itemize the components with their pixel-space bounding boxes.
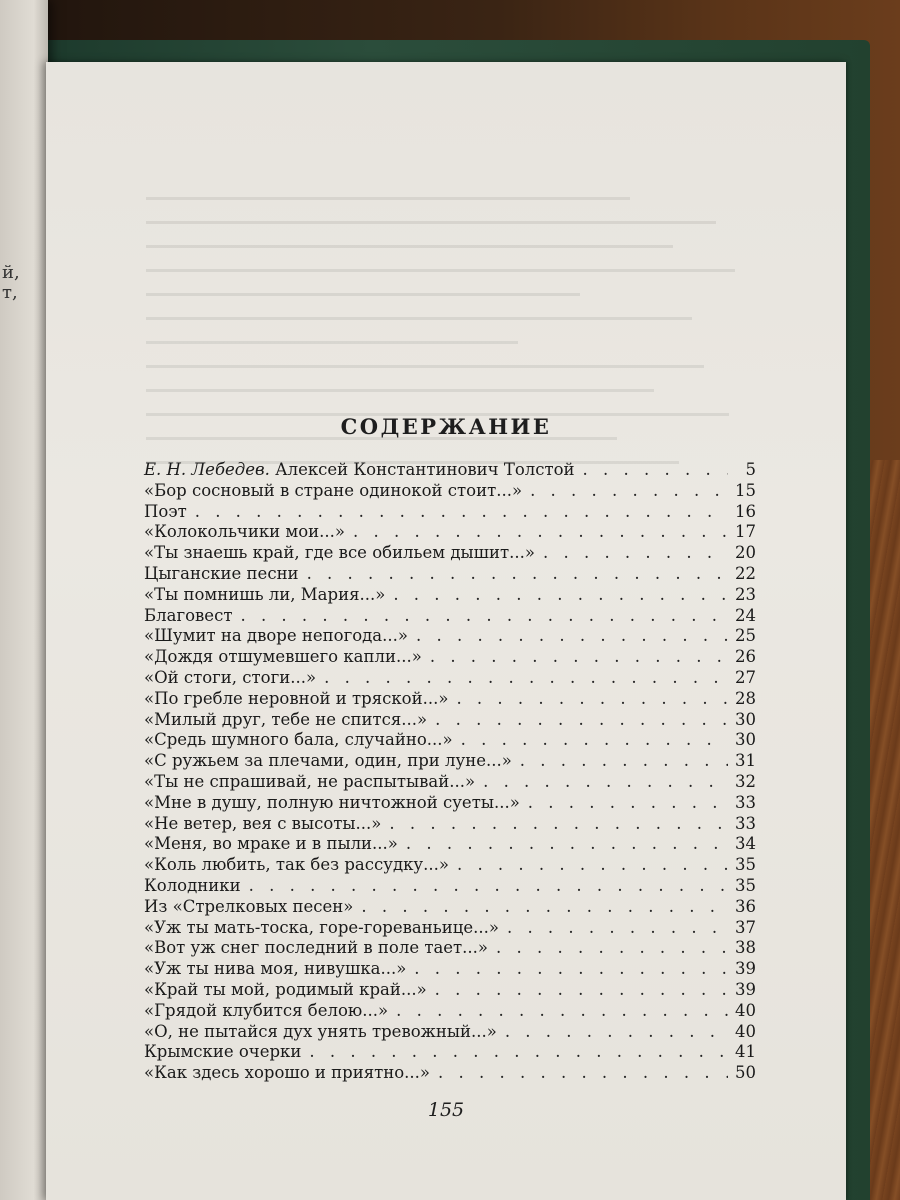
toc-entry-title — [144, 730, 453, 751]
toc-entry-page: 20 — [735, 543, 756, 563]
page-number: 155 — [427, 1099, 465, 1121]
toc-entry-title-text: «Колокольчики мои...» — [144, 522, 345, 542]
toc-entry-title — [144, 1063, 430, 1084]
toc-entry-title — [144, 564, 299, 585]
toc-entry-page: 22 — [735, 563, 756, 583]
toc-entry-title-text: Крымские очерки — [144, 1042, 302, 1062]
toc-entry — [144, 897, 756, 918]
toc-dot-leader — [499, 918, 728, 939]
toc-entry-title — [144, 897, 353, 918]
toc-entry-title-text: «Шумит на дворе непогода...» — [144, 626, 408, 646]
toc-entry-title-text: «По гребле неровной и тряской...» — [144, 688, 449, 708]
toc-entry — [144, 1063, 756, 1084]
toc-entry — [144, 751, 756, 772]
toc-entry — [144, 668, 756, 689]
toc-entry-title-text: «Меня, во мраке и в пыли...» — [144, 834, 398, 854]
toc-entry — [144, 460, 756, 481]
toc-entry — [144, 564, 756, 585]
previous-page-edge — [0, 0, 48, 1200]
toc-entry — [144, 814, 756, 835]
page-fragment-text: т, — [2, 282, 18, 303]
toc-entry-page: 40 — [735, 1021, 756, 1041]
toc-entry — [144, 1001, 756, 1022]
toc-entry-page: 35 — [735, 875, 756, 895]
toc-entry — [144, 772, 756, 793]
book-page — [46, 62, 846, 1200]
toc-entry-title-text: «Бор сосновый в стране одинокой стоит...» — [144, 480, 523, 500]
toc-entry-page: 50 — [735, 1063, 756, 1083]
toc-dot-leader — [388, 1001, 728, 1022]
toc-entry-title-text: «Дождя отшумевшего капли...» — [144, 647, 422, 667]
toc-entry-page: 25 — [735, 626, 756, 646]
toc-entry — [144, 585, 756, 606]
toc-entry-title — [144, 876, 241, 897]
toc-dot-leader — [453, 730, 728, 751]
toc-entry-page: 17 — [735, 522, 756, 542]
toc-entry-title — [144, 1022, 497, 1043]
contents-title: СОДЕРЖАНИЕ — [340, 414, 552, 439]
toc-dot-leader — [381, 814, 728, 835]
toc-dot-leader — [497, 1022, 728, 1043]
toc-entry-page: 32 — [735, 771, 756, 791]
toc-entry-title — [144, 502, 187, 523]
toc-entry-title-text: Цыганские песни — [144, 563, 299, 583]
toc-entry-title-text: «Ты знаешь край, где все обильем дышит...» — [144, 543, 535, 563]
toc-entry-title-text: «Ты помнишь ли, Мария...» — [144, 584, 386, 604]
toc-entry-title — [144, 793, 520, 814]
toc-entry-title-text: «Вот уж снег последний в поле тает...» — [144, 938, 489, 958]
toc-entry-title — [144, 710, 427, 731]
page-fragment-text: й, — [2, 262, 20, 283]
toc-dot-leader — [299, 564, 728, 585]
toc-entry-title-text: «Мне в душу, полную ничтожной суеты...» — [144, 792, 520, 812]
toc-entry-title — [144, 918, 499, 939]
toc-entry-page: 36 — [735, 896, 756, 916]
toc-entry — [144, 834, 756, 855]
toc-entry-title-text: Колодники — [144, 875, 241, 895]
toc-dot-leader — [241, 876, 728, 897]
toc-entry-title — [144, 834, 398, 855]
toc-entry-title-text: «О, не пытайся дух унять тревожный...» — [144, 1021, 497, 1041]
bleed-through-text — [146, 197, 766, 497]
toc-entry — [144, 543, 756, 564]
toc-dot-leader — [448, 689, 728, 710]
toc-dot-leader — [535, 543, 728, 564]
toc-entry-title — [144, 460, 575, 481]
toc-entry — [144, 876, 756, 897]
toc-entry-page: 37 — [735, 917, 756, 937]
toc-dot-leader — [353, 897, 728, 918]
toc-entry-title — [144, 980, 427, 1001]
toc-entry-page: 34 — [735, 834, 756, 854]
toc-entry-title — [144, 522, 345, 543]
toc-entry-title — [144, 855, 449, 876]
toc-entry-title — [144, 938, 488, 959]
table-of-contents — [144, 460, 756, 1084]
toc-entry — [144, 793, 756, 814]
toc-entry — [144, 710, 756, 731]
toc-entry-page: 26 — [735, 647, 756, 667]
toc-dot-leader — [398, 834, 728, 855]
toc-entry-title — [144, 626, 408, 647]
toc-dot-leader — [408, 626, 728, 647]
toc-entry-title-text: «Милый друг, тебе не спится...» — [144, 709, 428, 729]
toc-entry — [144, 522, 756, 543]
toc-entry — [144, 626, 756, 647]
toc-entry — [144, 689, 756, 710]
toc-dot-leader — [316, 668, 728, 689]
toc-dot-leader — [427, 710, 728, 731]
toc-entry-page: 39 — [735, 979, 756, 999]
toc-entry-title — [144, 543, 535, 564]
toc-dot-leader — [522, 481, 728, 502]
toc-dot-leader — [232, 606, 728, 627]
toc-dot-leader — [427, 980, 728, 1001]
toc-entry-title — [144, 668, 316, 689]
toc-entry — [144, 980, 756, 1001]
toc-entry — [144, 1042, 756, 1063]
toc-dot-leader — [345, 522, 728, 543]
toc-entry-title — [144, 647, 422, 668]
toc-entry-page: 38 — [735, 938, 756, 958]
toc-entry-page: 30 — [735, 730, 756, 750]
toc-entry-title — [144, 1001, 388, 1022]
toc-entry-page: 24 — [735, 605, 756, 625]
toc-entry — [144, 918, 756, 939]
toc-entry-page: 30 — [735, 709, 756, 729]
toc-entry — [144, 481, 756, 502]
toc-entry-title-text: «Ты не спрашивай, не распытывай...» — [144, 771, 476, 791]
toc-dot-leader — [385, 585, 728, 606]
toc-entry-title-text: Из «Стрелковых песен» — [144, 896, 354, 916]
toc-entry-title — [144, 959, 406, 980]
toc-entry-title — [144, 772, 475, 793]
toc-entry-page: 31 — [735, 751, 756, 771]
toc-entry-title — [144, 585, 385, 606]
toc-entry-title-text: Алексей Константинович Толстой — [275, 460, 575, 479]
toc-entry-title — [144, 814, 381, 835]
toc-dot-leader — [575, 460, 728, 481]
toc-dot-leader — [520, 793, 728, 814]
toc-entry-title-text: «Как здесь хорошо и приятно...» — [144, 1063, 431, 1083]
toc-entry-title-text: Благовест — [144, 605, 233, 625]
toc-entry-title-text: Поэт — [144, 501, 187, 521]
toc-entry-page: 27 — [735, 667, 756, 687]
toc-dot-leader — [422, 647, 728, 668]
toc-entry-title-text: «Грядой клубится белою...» — [144, 1000, 389, 1020]
toc-entry-title — [144, 751, 512, 772]
toc-entry-page: 33 — [735, 813, 756, 833]
toc-dot-leader — [488, 938, 728, 959]
toc-entry-title-text: «Не ветер, вея с высоты...» — [144, 813, 382, 833]
toc-entry-title — [144, 481, 522, 502]
toc-entry — [144, 730, 756, 751]
toc-dot-leader — [449, 855, 728, 876]
toc-entry — [144, 502, 756, 523]
toc-entry-title-text: «Уж ты нива моя, нивушка...» — [144, 959, 407, 979]
toc-entry-page: 15 — [735, 480, 756, 500]
toc-entry-title-text: «Уж ты мать-тоска, горе-гореваньице...» — [144, 917, 499, 937]
toc-entry-page: 39 — [735, 959, 756, 979]
toc-dot-leader — [406, 959, 728, 980]
toc-entry — [144, 938, 756, 959]
toc-entry-page: 5 — [745, 460, 756, 479]
toc-entry-page: 41 — [735, 1042, 756, 1062]
toc-entry-page: 33 — [735, 792, 756, 812]
toc-entry-page: 40 — [735, 1000, 756, 1020]
toc-entry-page: 35 — [735, 855, 756, 875]
toc-entry-title — [144, 1042, 301, 1063]
toc-entry — [144, 606, 756, 627]
toc-entry-page: 16 — [735, 501, 756, 521]
toc-entry-title-text: «Ой стоги, стоги...» — [144, 667, 317, 687]
toc-dot-leader — [301, 1042, 728, 1063]
toc-entry-title-text: «Край ты мой, родимый край...» — [144, 979, 427, 999]
toc-entry — [144, 1022, 756, 1043]
toc-entry — [144, 959, 756, 980]
toc-entry-title-text: «Коль любить, так без рассудку...» — [144, 855, 449, 875]
toc-entry-page: 23 — [735, 584, 756, 604]
toc-dot-leader — [512, 751, 728, 772]
toc-entry-title — [144, 606, 232, 627]
toc-entry-title-text: «С ружьем за плечами, один, при луне...» — [144, 751, 512, 771]
toc-entry-title-text: «Средь шумного бала, случайно...» — [144, 730, 453, 750]
toc-dot-leader — [430, 1063, 728, 1084]
toc-dot-leader — [475, 772, 728, 793]
toc-dot-leader — [187, 502, 728, 523]
toc-entry-page: 28 — [735, 688, 756, 708]
toc-entry — [144, 855, 756, 876]
toc-entry-author: Е. Н. Лебедев. — [144, 460, 270, 479]
toc-entry — [144, 647, 756, 668]
toc-entry-title — [144, 689, 448, 710]
